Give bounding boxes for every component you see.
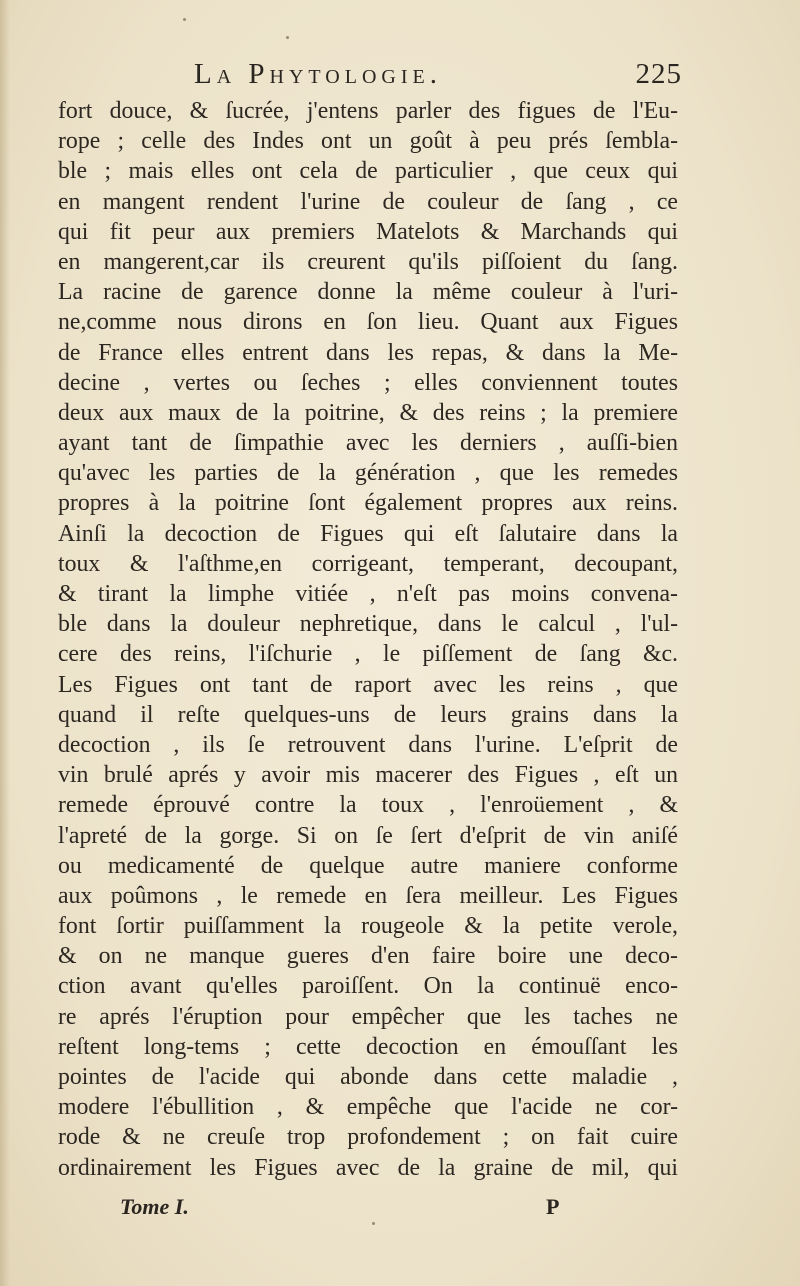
text-line: qu'avec les parties de la génération , que les remedes bbox=[58, 460, 678, 487]
text-line: modere l'ébullition , & empêche que l'acide ne cor- bbox=[58, 1094, 678, 1121]
text-line: reſtent long-tems ; cette decoction en émouſſant les bbox=[58, 1033, 678, 1060]
text-line: & on ne manque gueres d'en faire boire une deco- bbox=[58, 943, 678, 970]
text-line: ordinairement les Figues avec de la graine de mil, qui bbox=[58, 1154, 678, 1181]
text-line: ble ; mais elles ont cela de particulier , que ceux qui bbox=[58, 158, 678, 185]
text-line: de France elles entrent dans les repas, & dans la Me- bbox=[58, 339, 678, 366]
text-line: rope ; celle des Indes ont un goût à peu prés ſembla- bbox=[58, 128, 678, 155]
page-number: 225 bbox=[635, 58, 682, 90]
text-line: vin brulé aprés y avoir mis macerer des Figues , eſt un bbox=[58, 762, 678, 789]
text-line: ble dans la douleur nephretique, dans le calcul , l'ul- bbox=[58, 611, 678, 638]
text-line: & tirant la limphe vitiée , n'eſt pas moins convena- bbox=[58, 581, 678, 607]
text-line: decine , vertes ou ſeches ; elles conviennent toutes bbox=[58, 369, 678, 396]
volume-label: Tome I. bbox=[120, 1194, 189, 1219]
text-line: fort douce, & ſucrée, j'entens parler des figues de l'Eu- bbox=[58, 98, 678, 124]
page-header bbox=[58, 58, 682, 94]
text-line: ayant tant de ſimpathie avec les derniers , auſſi-bien bbox=[58, 430, 678, 457]
text-line: qui fit peur aux premiers Matelots & Marchands qui bbox=[58, 218, 678, 245]
text-line: propres à la poitrine ſont également propres aux reins. bbox=[58, 490, 678, 517]
text-line: toux & l'aſthme,en corrigeant, temperant, decoupant, bbox=[58, 550, 678, 577]
text-line: ou medicamenté de quelque autre maniere conforme bbox=[58, 852, 678, 879]
paper-speck bbox=[183, 18, 186, 21]
text-line: ction avant qu'elles paroiſſent. On la continuë enco- bbox=[58, 973, 678, 1000]
text-line: remede éprouvé contre la toux , l'enroüement , & bbox=[58, 792, 678, 819]
text-line: decoction , ils ſe retrouvent dans l'urine. L'eſprit de bbox=[58, 731, 678, 758]
page-edge-shadow bbox=[0, 0, 10, 1286]
running-title: La Phytologie. bbox=[194, 58, 442, 90]
text-line: quand il reſte quelques-uns de leurs grains dans la bbox=[58, 701, 678, 728]
text-line: l'apreté de la gorge. Si on ſe ſert d'eſprit de vin aniſé bbox=[58, 822, 678, 849]
text-line: cere des reins, l'iſchurie , le piſſement de ſang &c. bbox=[58, 641, 678, 668]
text-line: en mangent rendent l'urine de couleur de ſang , ce bbox=[58, 188, 678, 215]
text-line: La racine de garence donne la même couleur à l'uri- bbox=[58, 279, 678, 306]
signature-mark: P bbox=[546, 1194, 560, 1219]
text-line: re aprés l'éruption pour empêcher que les taches ne bbox=[58, 1003, 678, 1030]
text-line: rode & ne creuſe trop profondement ; on fait cuire bbox=[58, 1124, 678, 1151]
text-line: ne,comme nous dirons en ſon lieu. Quant aux Figues bbox=[58, 309, 678, 336]
text-line: Ainſi la decoction de Figues qui eſt ſalutaire dans la bbox=[58, 520, 678, 547]
text-line: aux poûmons , le remede en ſera meilleur. Les Figues bbox=[58, 882, 678, 909]
text-line: en mangerent,car ils creurent qu'ils piſſoient du ſang. bbox=[58, 248, 678, 275]
page-footer bbox=[58, 1194, 678, 1228]
text-line: pointes de l'acide qui abonde dans cette maladie , bbox=[58, 1064, 678, 1090]
paper-speck bbox=[286, 36, 289, 39]
text-line: deux aux maux de la poitrine, & des reins ; la premiere bbox=[58, 399, 678, 426]
text-line: font ſortir puiſſamment la rougeole & la petite verole, bbox=[58, 913, 678, 940]
text-line: Les Figues ont tant de raport avec les reins , que bbox=[58, 671, 678, 698]
body-text bbox=[58, 96, 678, 1183]
